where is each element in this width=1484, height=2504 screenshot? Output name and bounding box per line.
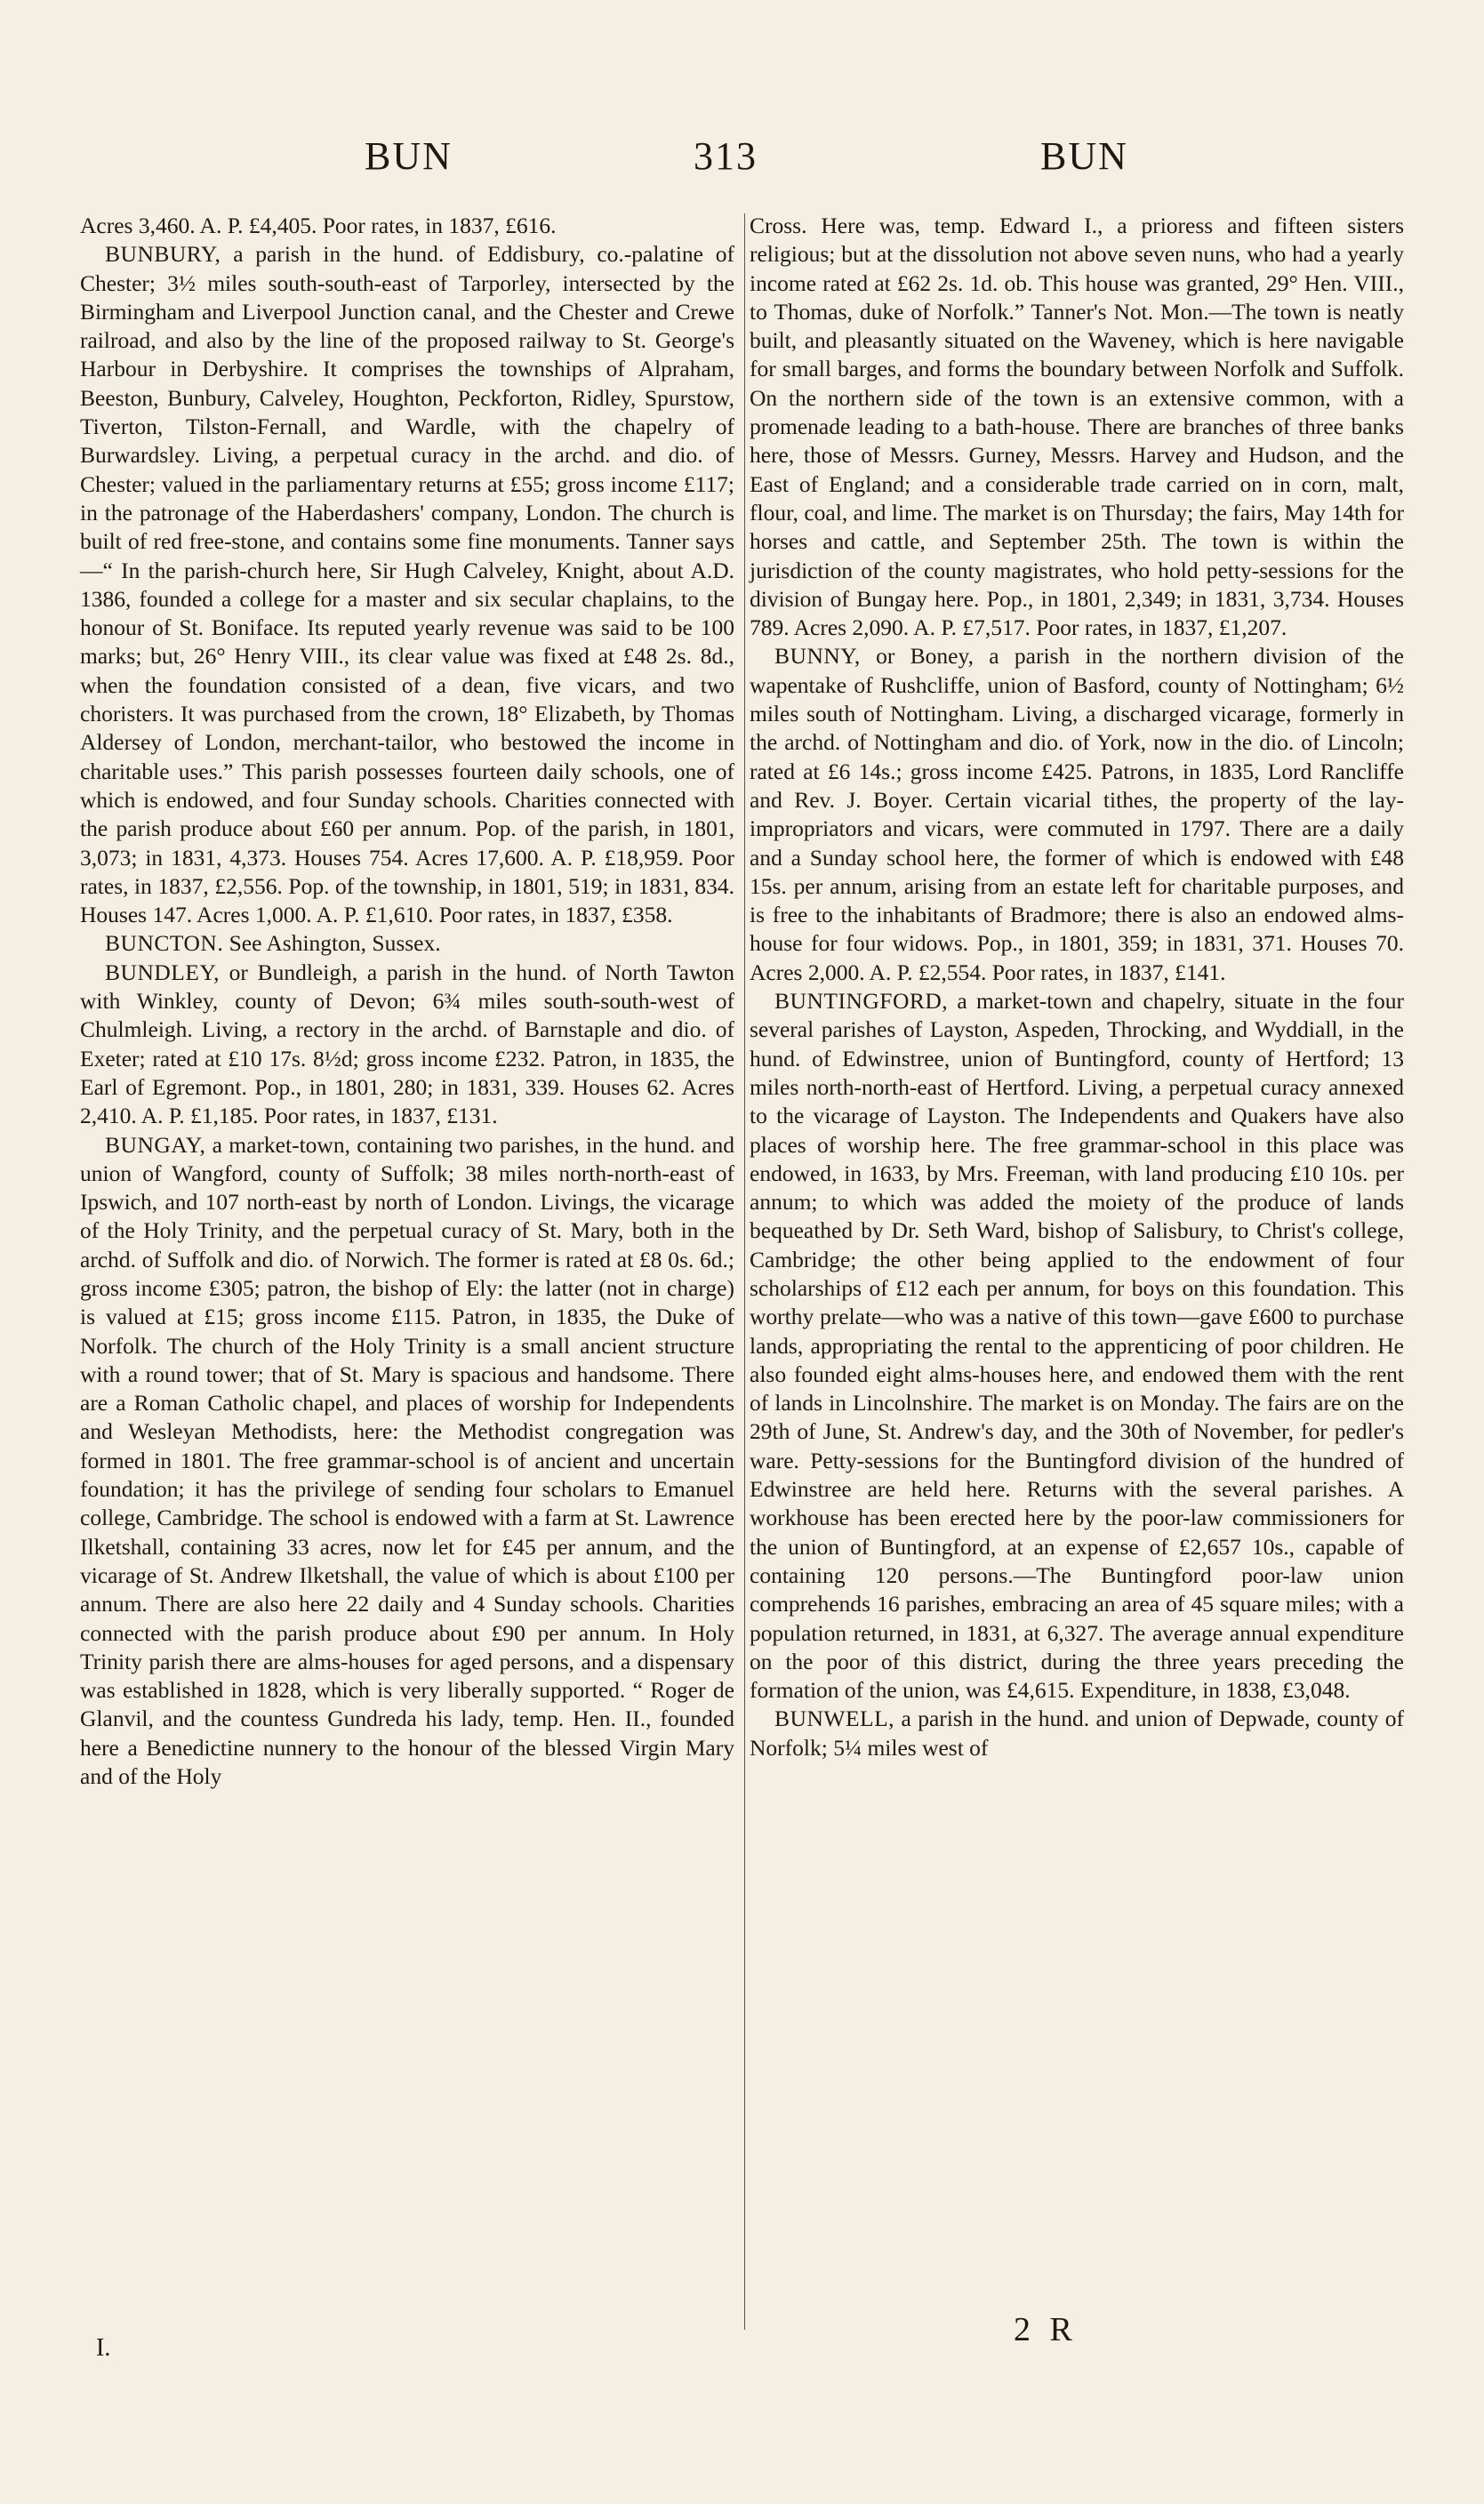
left-column — [80, 212, 734, 1791]
volume-mark: I. — [96, 2334, 111, 2362]
entry-text: a market-town, containing two parishes, in the hund. and union of Wangford, county of Suffolk; 38 miles north-north-east of Ipswich, and 107 north-east by north of London. Livings, the vicarage of the Holy Trinity, and the perpetual curacy of St. Mary, both in the archd. of Suffolk and dio. of Norwich. The former is rated at £8 0s. 6d.; gross income £305; patron, the bishop of Ely: the latter (not in charge) is valued at £15; gross income £115. Patron, in 1835, the Duke of Norfolk. The church of the Holy Trinity is a small ancient structure with a round tower; that of St. Mary is spacious and handsome. There are a Roman Catholic chapel, and places of worship for Independents and Wesleyan Methodists, here: the Methodist congregation was formed in 1801. The free grammar-school is of ancient and uncertain foundation; it has the privilege of sending four scholars to Emanuel college, Cambridge. The school is endowed with a farm at St. Lawrence Ilketshall, containing 33 acres, now let for £45 per annum, and the vicarage of St. Andrew Ilketshall, the value of which is about £100 per annum. There are also here 22 daily and 4 Sunday schools. Charities connected with the parish produce about £90 per annum. In Holy Trinity parish there are alms-houses for aged persons, and a dispensary was established in 1828, which is very liberally supported. “ Roger de Glanvil, and the countess Gundreda his lady, temp. Hen. II., founded here a Benedictine nunnery to the honour of the blessed Virgin Mary and of the Holy — [80, 1131, 734, 1790]
gazetteer-entry — [80, 212, 734, 240]
entry-headword: BUNNY, — [774, 643, 861, 670]
entry-text: Cross. Here was, temp. Edward I., a prioress and fifteen sisters religious; but at the dissolution not above seven nuns, who had a yearly income rated at £62 2s. 1d. ob. This house was granted, 29° Hen. VIII., to Thomas, duke of Norfolk.” Tanner's Not. Mon.—The town is neatly built, and pleasantly situated on the Waveney, which is here navigable for small barges, and forms the boundary between Norfolk and Suffolk. On the northern side of the town is an extensive common, with a promenade leading to a bath-house. There are branches of three banks here, those of Messrs. Gurney, Messrs. Harvey and Hudson, and the East of England; and a considerable trade carried on in corn, malt, flour, coal, and lime. The market is on Thursday; the fairs, May 14th for horses and cattle, and September 25th. The town is within the jurisdiction of the county magistrates, who hold petty-sessions for the division of Bungay here. Pop., in 1801, 2,349; in 1831, 3,734. Houses 789. Acres 2,090. A. P. £7,517. Poor rates, in 1837, £1,207. — [750, 213, 1404, 641]
page-number: 313 — [694, 134, 758, 178]
right-column — [750, 212, 1404, 1762]
signature-mark: 2 R — [1014, 2311, 1078, 2348]
gazetteer-entry — [80, 240, 734, 929]
entry-text: or Boney, a parish in the northern division of the wapentake of Rushcliffe, union of Basford, county of Nottingham; 6½ miles south of Nottingham. Living, a discharged vicarage, formerly in the archd. of Nottingham and dio. of York, now in the dio. of Lincoln; rated at £6 14s.; gross income £425. Patrons, in 1835, Lord Rancliffe and Rev. J. Boyer. Certain vicarial tithes, the property of the lay-impropriators and vicars, were commuted in 1797. There are a daily and a Sunday school here, the former of which is endowed with £48 15s. per annum, arising from an estate left for charitable purposes, and is free to the inhabitants of Bradmore; there is also an endowed alms-house for four widows. Pop., in 1801, 359; in 1831, 371. Houses 70. Acres 2,000. A. P. £2,554. Poor rates, in 1837, £141. — [750, 643, 1404, 985]
entry-text: See Ashington, Sussex. — [223, 930, 441, 957]
entry-text: Acres 3,460. A. P. £4,405. Poor rates, in 1837, £616. — [80, 213, 557, 238]
header-right-catchword: BUN — [1040, 134, 1128, 178]
entry-headword: BUNWELL, — [774, 1705, 895, 1732]
column-divider — [744, 213, 745, 2330]
entry-headword: BUNBURY, — [105, 241, 221, 268]
gazetteer-entry — [80, 1131, 734, 1792]
entry-text: a parish in the hund. and union of Depwade, county of Norfolk; 5¼ miles west of — [750, 1705, 1404, 1761]
entry-text: a market-town and chapelry, situate in the four several parishes of Layston, Aspeden, Throcking, and Wyddiall, in the hund. of Edwinstree, union of Buntingford, county of Hertford; 13 miles north-north-east of Hertford. Living, a perpetual curacy annexed to the vicarage of Layston. The Independents and Quakers have also places of worship here. The free grammar-school in this place was endowed, in 1633, by Mrs. Freeman, with land producing £10 10s. per annum; to which was added the moiety of the produce of lands bequeathed by Dr. Seth Ward, bishop of Salisbury, to Christ's college, Cambridge; the other being applied to the endowment of four scholarships of £12 each per annum, for boys on this foundation. This worthy prelate—who was a native of this town—gave £600 to purchase lands, appropriating the rental to the apprenticing of poor children. He also founded eight alms-houses here, and endowed them with the rent of lands in Lincolnshire. The market is on Monday. The fairs are on the 29th of June, St. Andrew's day, and the 30th of November, for pedler's ware. Petty-sessions for the Buntingford division of the hundred of Edwinstree are held here. Returns with the several parishes. A workhouse has been erected here by the poor-law commissioners for the union of Buntingford, at an expense of £2,657 10s., capable of containing 120 persons.—The Buntingford poor-law union comprehends 16 parishes, embracing an area of 45 square miles; with a population returned, in 1831, at 6,327. The average annual expenditure on the poor of this district, during the three years preceding the formation of the union, was £4,615. Expenditure, in 1838, £3,048. — [750, 988, 1404, 1704]
entry-headword: BUNTINGFORD, — [774, 988, 949, 1015]
header-left-catchword: BUN — [365, 134, 453, 178]
gazetteer-entry — [750, 212, 1404, 642]
entry-headword: BUNGAY, — [105, 1131, 206, 1158]
gazetteer-entry — [750, 987, 1404, 1705]
gazetteer-entry — [750, 642, 1404, 987]
entry-headword: BUNCTON. — [105, 930, 224, 957]
entry-text: a parish in the hund. of Eddisbury, co.-palatine of Chester; 3½ miles south-south-east of Tarporley, intersected by the Birmingham and Liverpool Junction canal, and the Chester and Crewe railroad, and also by the line of the proposed railway to St. George's Harbour in Derbyshire. It comprises the townships of Alpraham, Beeston, Bunbury, Calveley, Houghton, Peckforton, Ridley, Spurstow, Tiverton, Tilston-Fernall, and Wardle, with the chapelry of Burwardsley. Living, a perpetual curacy in the archd. and dio. of Chester; valued in the parliamentary returns at £55; gross income £117; in the patronage of the Haberdashers' company, London. The church is built of red free-stone, and contains some fine monuments. Tanner says—“ In the parish-church here, Sir Hugh Calveley, Knight, about A.D. 1386, founded a college for a master and six secular chaplains, to the honour of St. Boniface. Its reputed yearly revenue was said to be 100 marks; but, 26° Henry VIII., its clear value was fixed at £48 2s. 8d., when the foundation consisted of a dean, five vicars, and two choristers. It was purchased from the crown, 18° Elizabeth, by Thomas Aldersey of London, merchant-tailor, who bestowed the income in charitable uses.” This parish possesses fourteen daily schools, one of which is endowed, and four Sunday schools. Charities connected with the parish produce about £60 per annum. Pop. of the parish, in 1801, 3,073; in 1831, 4,373. Houses 754. Acres 17,600. A. P. £18,959. Poor rates, in 1837, £2,556. Pop. of the township, in 1801, 519; in 1831, 834. Houses 147. Acres 1,000. A. P. £1,610. Poor rates, in 1837, £358. — [80, 241, 734, 928]
entry-text: or Bundleigh, a parish in the hund. of North Tawton with Winkley, county of Devon; 6¾ miles south-south-west of Chulmleigh. Living, a rectory in the archd. of Barnstaple and dio. of Exeter; rated at £10 17s. 8½d; gross income £232. Patron, in 1835, the Earl of Egremont. Pop., in 1801, 280; in 1831, 339. Houses 62. Acres 2,410. A. P. £1,185. Poor rates, in 1837, £131. — [80, 959, 734, 1129]
gazetteer-entry — [80, 959, 734, 1131]
entry-headword: BUNDLEY, — [105, 959, 220, 985]
gazetteer-entry — [750, 1705, 1404, 1762]
running-header — [0, 133, 1484, 187]
gazetteer-entry — [80, 929, 734, 958]
